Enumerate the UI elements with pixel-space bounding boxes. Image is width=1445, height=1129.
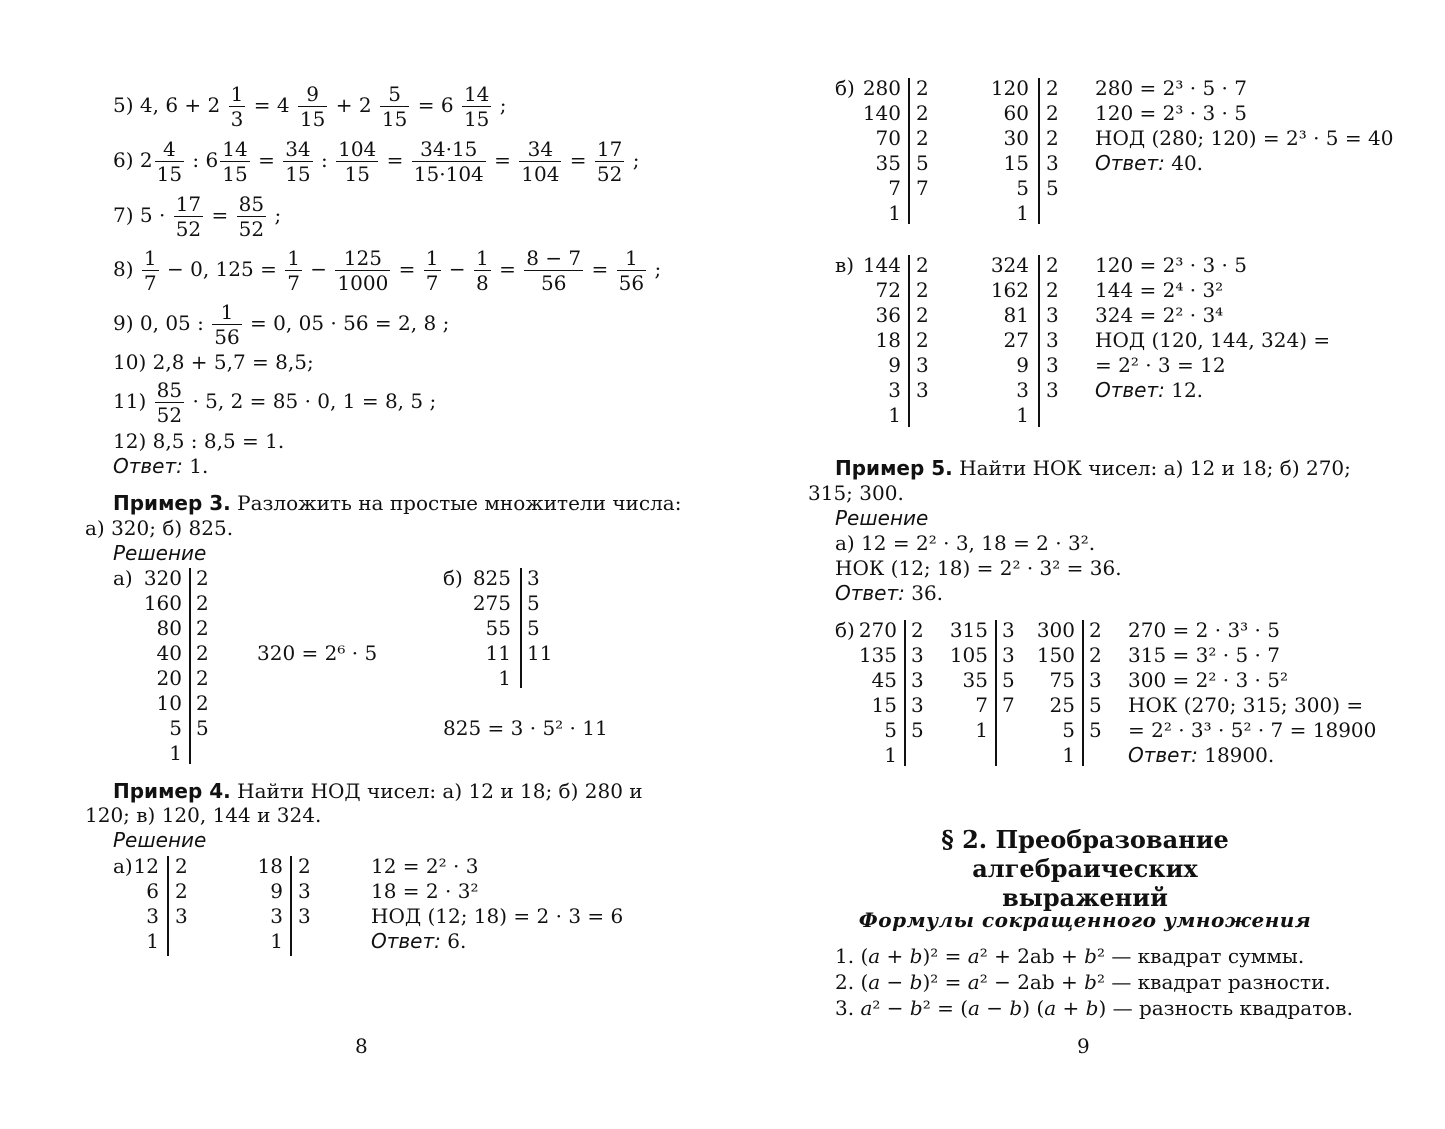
factor-table-12 [133,854,159,954]
gcd-lines [1095,253,1330,378]
factor-table-315 [946,618,988,743]
list-cell: 3 [911,643,924,667]
factor-label-a: а) [113,854,133,878]
list-cell: 6 [146,879,159,903]
list-cell [1046,201,1059,226]
list-cell: 1 [975,718,988,742]
list-cell: НОК (270; 315; 300) = [1128,693,1364,717]
list-cell: 135 [858,643,897,667]
factor-table-324 [985,253,1029,428]
list-cell: 3 [1002,643,1015,667]
formula-line: 1. (a + b)² = a² + 2ab + b² — квадрат суммы. [835,944,1305,968]
list-cell: 2 [196,616,209,640]
step-10: 10) 2,8 + 5,7 = 8,5; [113,350,314,374]
list-cell: 105 [949,643,988,667]
lcm-line-a1: а) 12 = 2² · 3, 18 = 2 · 3². [835,531,1096,555]
list-cell: 35 [875,151,901,175]
list-cell: 7 [888,176,901,200]
factor-table-120 [985,76,1029,226]
list-cell: 315 [949,618,988,642]
list-cell: = 2² · 3 = 12 [1095,353,1226,377]
list-cell: 2 [196,641,209,665]
factor-label-c: в) [835,253,855,277]
list-cell: 2 [298,854,311,878]
example-3-heading: Пример 3. Разложить на простые множители числа: [113,491,682,515]
list-cell: 45 [871,668,897,692]
list-cell: 12 = 2² · 3 [371,854,479,878]
list-cell: 162 [990,278,1029,302]
list-cell: 5 [884,718,897,742]
list-cell: 3 [1089,668,1102,692]
list-cell: 1 [270,929,283,953]
list-cell: 300 = 2² · 3 · 5² [1128,668,1288,692]
list-cell: 36 [875,303,901,327]
list-cell: 12 [133,854,159,878]
factor-divider [995,620,997,766]
list-cell [916,201,929,226]
list-cell: 7 [1002,693,1015,717]
list-cell: 270 [858,618,897,642]
list-cell: 7 [916,176,929,200]
solution-label: Решение [835,506,929,530]
list-cell: 9 [888,353,901,377]
list-cell: 2 [1089,643,1102,667]
list-cell: 2 [916,328,929,352]
list-cell: 1 [169,741,182,765]
factor-table-280 [857,76,901,226]
factor-divider [908,255,910,427]
formula-list [835,943,1353,1021]
list-cell: 5 [1089,693,1102,717]
list-cell [298,929,311,954]
factor-divider [1038,255,1040,427]
list-cell: 140 [862,101,901,125]
list-cell: 5 [1002,668,1015,692]
list-cell: 324 = 2² · 3⁴ [1095,303,1224,327]
page-number: 8 [355,1034,368,1058]
list-cell: 5 [196,716,209,740]
list-cell: 3 [888,378,901,402]
factor-divider [189,568,191,764]
list-cell: 315 = 3² · 5 · 7 [1128,643,1280,667]
step-12: 12) 8,5 : 8,5 = 1. [113,429,285,453]
list-cell: 144 [862,253,901,277]
factor-label-b: б) [443,566,463,590]
factor-divider [167,856,169,956]
list-cell: 1 [1062,743,1075,767]
list-cell: 5 [169,716,182,740]
example-4-heading: Пример 4. Найти НОД чисел: а) 12 и 18; б) 280 и [113,779,643,803]
factor-result-825: 825 = 3 · 5² · 11 [443,716,608,740]
list-cell: 7 [975,693,988,717]
list-cell: 2 [916,76,929,100]
list-cell: 2 [1046,126,1059,150]
list-cell: НОД (120, 144, 324) = [1095,328,1331,352]
factor-table-320-divisors [196,566,209,766]
factor-table-324-divisors [1046,253,1059,428]
factor-table-18 [255,854,283,954]
step-8: 8) $\frac{1}{7}$ − 0, 125 = $\frac{1}{7}$ − $\frac{125}{1000}$ = $\frac{1}{7}$ − $\frac{1}{8}$ = $\frac{8 - 7}{56}$ = $\frac{1}{56}$ ; [113,246,662,295]
step-7: 7) 5 · $\frac{17}{52}$ = $\frac{85}{52}$ ; [113,192,282,241]
factor-table-270 [857,618,897,768]
list-cell: 3 [1046,353,1059,377]
list-cell: 9 [270,879,283,903]
list-cell: 18 [875,328,901,352]
list-cell: 2 [196,666,209,690]
list-cell: 3 [527,566,540,590]
list-cell: 3 [146,904,159,928]
list-cell: 2 [916,253,929,277]
solution-label: Решение [113,828,207,852]
list-cell: 2 [916,101,929,125]
list-cell: 3 [911,693,924,717]
list-cell: 1 [884,743,897,767]
list-cell: 3 [916,378,929,402]
list-cell: 27 [1003,328,1029,352]
list-cell: 2 [196,566,209,590]
factor-table-300-divisors [1089,618,1102,768]
step-6: 6) 2 $\frac{4}{15}$ : 6 $\frac{14}{15}$ = $\frac{34}{15}$ : $\frac{104}{15}$ = $\frac{34\cdot 15}{15\cdot 104}$ = $\frac{34}{104}$ = $\frac{17}{52}$ ; [113,137,640,186]
list-cell: 75 [1049,668,1075,692]
list-cell: НОД (280; 120) = 2³ · 5 = 40 [1095,126,1394,150]
answer-line: Ответ: 6. [371,929,467,953]
list-cell: 35 [962,668,988,692]
gcd-lines [1095,76,1393,151]
list-cell: 11 [485,641,511,665]
list-cell: 3 [298,904,311,928]
list-cell: 2 [175,879,188,903]
list-cell: 270 = 2 · 3³ · 5 [1128,618,1280,642]
page-number: 9 [1077,1034,1090,1058]
list-cell [1002,718,1015,743]
example-5-heading: Пример 5. Найти НОК чисел: а) 12 и 18; б) 270; [835,456,1351,480]
formula-line: 3. a² − b² = (a − b) (a + b) — разность квадратов. [835,996,1353,1020]
list-cell [916,403,929,428]
gcd-lines [371,854,623,929]
answer-line: Ответ: 18900. [1128,743,1275,767]
list-cell: 5 [527,616,540,640]
list-cell: 55 [485,616,511,640]
list-cell: 20 [156,666,182,690]
factor-table-825-divisors [527,566,552,691]
list-cell: 70 [875,126,901,150]
factor-label-b: б) [835,76,855,100]
list-cell: 25 [1049,693,1075,717]
list-cell: 3 [1046,378,1059,402]
list-cell: 1 [146,929,159,953]
solution-label: Решение [113,541,207,565]
list-cell: 2 [1089,618,1102,642]
list-cell: 1 [888,403,901,427]
list-cell: 9 [1016,353,1029,377]
section-title: § 2. Преобразование алгебраических выражений [941,825,1229,912]
list-cell: НОД (12; 18) = 2 · 3 = 6 [371,904,624,928]
example-5-text: 315; 300. [808,481,904,505]
factor-table-300 [1033,618,1075,768]
factor-divider [520,568,522,688]
list-cell [196,741,209,766]
factor-divider [1082,620,1084,766]
list-cell: 3 [175,904,188,928]
list-cell: 15 [1003,151,1029,175]
list-cell: 3 [911,668,924,692]
list-cell: 5 [911,718,924,742]
answer-line: Ответ: 12. [1095,378,1204,402]
list-cell: 1 [888,201,901,225]
formula-line: 2. (a − b)² = a² − 2ab + b² — квадрат разности. [835,970,1331,994]
list-cell: 144 = 2⁴ · 3² [1095,278,1224,302]
lcm-line-a2: НОК (12; 18) = 2² · 3² = 36. [835,556,1122,580]
list-cell: 5 [1016,176,1029,200]
list-cell [911,743,924,768]
factor-table-270-divisors [911,618,924,768]
factor-result-320: 320 = 2⁶ · 5 [257,641,378,665]
list-cell: 160 [143,591,182,615]
list-cell: 300 [1036,618,1075,642]
factor-divider [904,620,906,766]
list-cell: 5 [916,151,929,175]
list-cell: 280 = 2³ · 5 · 7 [1095,76,1247,100]
list-cell: 3 [916,353,929,377]
list-cell: 2 [916,303,929,327]
lcm-lines [1128,618,1376,743]
list-cell: 2 [196,591,209,615]
list-cell: 5 [1062,718,1075,742]
factor-label-b: б) [835,618,855,642]
list-cell: 30 [1003,126,1029,150]
factor-divider [908,78,910,224]
factor-table-320 [138,566,182,766]
list-cell: 2 [1046,278,1059,302]
example-4-text: 120; в) 120, 144 и 324. [85,803,322,827]
step-5: 5) 4, 6 + 2 $\frac{1}{3}$ = 4 $\frac{9}{15}$ + 2 $\frac{5}{15}$ = 6 $\frac{14}{15}$ ; [113,82,507,131]
list-cell: 2 [916,126,929,150]
factor-divider [290,856,292,956]
list-cell: 150 [1036,643,1075,667]
factor-table-280-divisors [916,76,929,226]
list-cell: 5 [1089,718,1102,742]
answer-line: Ответ: 40. [1095,151,1204,175]
list-cell: 1 [1016,403,1029,427]
example-3-text: а) 320; б) 825. [85,516,234,540]
list-cell: 120 = 2³ · 3 · 5 [1095,253,1247,277]
list-cell: 3 [1046,151,1059,175]
list-cell: 3 [1016,378,1029,402]
factor-table-12-divisors [175,854,188,954]
list-cell: 80 [156,616,182,640]
list-cell: 3 [1046,328,1059,352]
list-cell: 3 [298,879,311,903]
list-cell: 2 [911,618,924,642]
list-cell [1046,403,1059,428]
list-cell: 81 [1003,303,1029,327]
list-cell: 5 [1046,176,1059,200]
factor-table-120-divisors [1046,76,1059,226]
list-cell: 3 [1002,618,1015,642]
list-cell: 3 [270,904,283,928]
list-cell: 40 [156,641,182,665]
list-cell: 120 = 2³ · 3 · 5 [1095,101,1247,125]
list-cell: 11 [527,641,553,665]
factor-table-825 [465,566,511,691]
list-cell: 320 [143,566,182,590]
factor-table-18-divisors [298,854,311,954]
subsection-title: Формулы сокращенного умножения [858,908,1312,932]
list-cell: 2 [1046,253,1059,277]
answer-line: Ответ: 1. [113,454,209,478]
list-cell: 1 [1016,201,1029,225]
factor-table-315-divisors [1002,618,1015,743]
list-cell: 5 [527,591,540,615]
factor-table-144-divisors [916,253,929,428]
list-cell: 2 [1046,76,1059,100]
list-cell: 18 [257,854,283,878]
list-cell: 1 [498,666,511,690]
list-cell: 2 [916,278,929,302]
list-cell [175,929,188,954]
step-11: 11) $\frac{85}{52}$ · 5, 2 = 85 · 0, 1 = 8, 5 ; [113,378,437,427]
list-cell: 3 [1046,303,1059,327]
list-cell: 280 [862,76,901,100]
list-cell: 2 [196,691,209,715]
answer-line: Ответ: 36. [835,581,944,605]
list-cell: 825 [472,566,511,590]
factor-divider [1038,78,1040,224]
list-cell [1089,743,1102,768]
list-cell [527,666,552,691]
factor-table-144 [857,253,901,428]
list-cell: 120 [990,76,1029,100]
list-cell: 275 [472,591,511,615]
list-cell: 60 [1003,101,1029,125]
list-cell: 2 [175,854,188,878]
list-cell: 2 [1046,101,1059,125]
list-cell: 18 = 2 · 3² [371,879,479,903]
list-cell: 10 [156,691,182,715]
list-cell: 72 [875,278,901,302]
factor-label-a: а) [113,566,133,590]
list-cell: 15 [871,693,897,717]
list-cell: 324 [990,253,1029,277]
list-cell: = 2² · 3³ · 5² · 7 = 18900 [1128,718,1377,742]
step-9: 9) 0, 05 : $\frac{1}{56}$ = 0, 05 · 56 = 2, 8 ; [113,300,450,349]
